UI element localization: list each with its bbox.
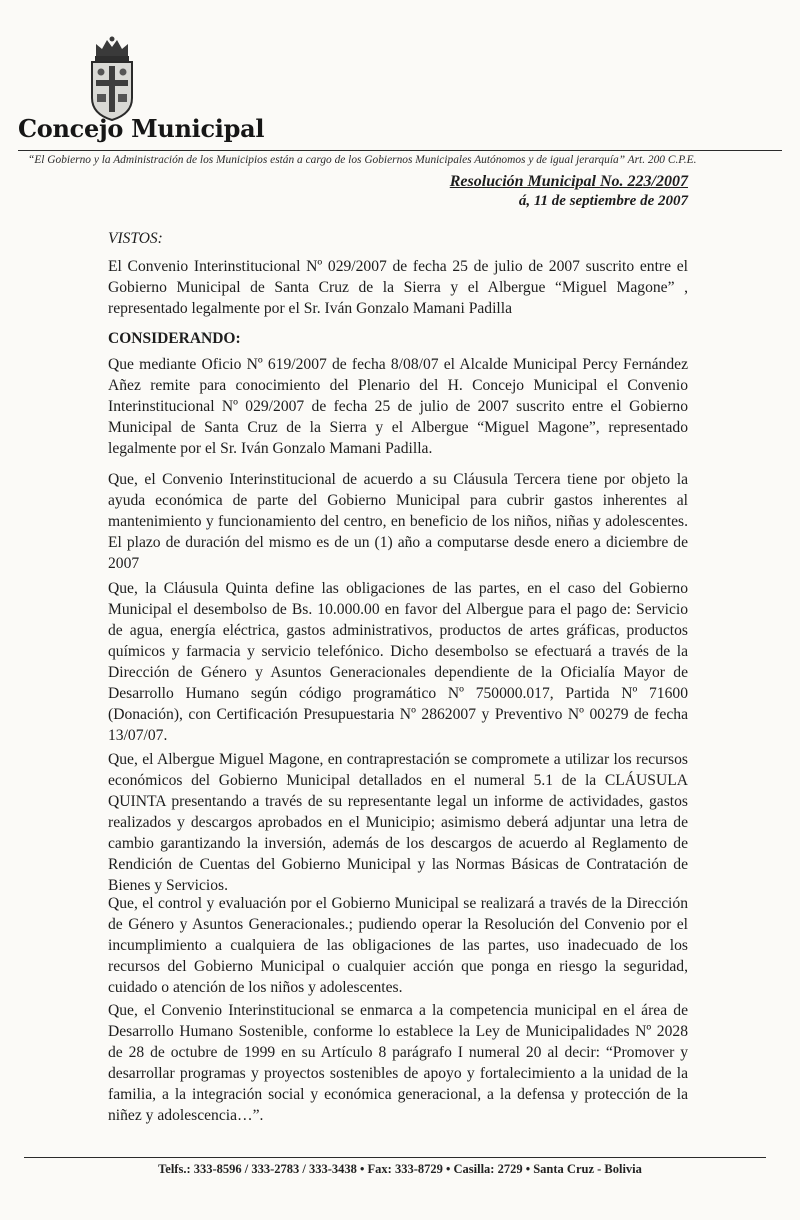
coat-of-arms-icon bbox=[82, 34, 142, 124]
considerando-paragraph-6 bbox=[108, 1000, 688, 1126]
paragraph-text: El Convenio Interinstitucional Nº 029/2007 de fecha 25 de julio de 2007 suscrito entre el Gobierno Municipal de Santa Cruz de la Sierra y el Albergue “Miguel Magone” , representado legalmente por el Sr. Iván Gonzalo Mamani Padilla bbox=[108, 258, 688, 317]
paragraph-text: Que, la Cláusula Quinta define las obligaciones de las partes, en el caso del Gobierno Municipal el desembolso de Bs. 10.000.00 en favor del Albergue para el pago de: Servicio de agua, energía eléctrica, gastos administrativos, productos de artes gráficas, productos químicos y farmacia y servicio telefónico. Dicho desembolso se efectuará a través de la Dirección de Género y Asuntos Generacionales dependiente de la Oficialía Mayor de Desarrollo Humano según código programático Nº 750000.017, Partida Nº 71600 (Donación), con Certificación Presupuestaria Nº 2862007 y Preventivo Nº 00279 de fecha 13/07/07. bbox=[108, 580, 688, 744]
footer-contact: Telfs.: 333-8596 / 333-2783 / 333-3438 • Fax: 333-8729 • Casilla: 2729 • Santa Cruz - Bolivia bbox=[158, 1162, 642, 1176]
resolution-date: á, 11 de septiembre de 2007 bbox=[518, 193, 688, 209]
header-motto: “El Gobierno y la Administración de los Municipios están a cargo de los Gobiernos Municipales Autónomos y de igual jerarquía” Art. 200 C.P.E. bbox=[28, 154, 697, 166]
considerando-paragraph-5 bbox=[108, 893, 688, 998]
footer-divider bbox=[24, 1157, 766, 1158]
paragraph-text: Que, el control y evaluación por el Gobierno Municipal se realizará a través de la Dirección de Género y Asuntos Generacionales.; pudiendo operar la Resolución del Convenio por el incumplimiento a cualquiera de las obligaciones de las partes, uso inadecuado de los recursos del Gobierno Municipal o cualquier acción que ponga en riesgo la seguridad, cuidado o atención de los niños y adolescentes. bbox=[108, 895, 688, 996]
considerando-heading: CONSIDERANDO: bbox=[108, 330, 241, 347]
header-divider bbox=[18, 150, 782, 151]
considerando-paragraph-1 bbox=[108, 354, 688, 459]
vistos-paragraph bbox=[108, 256, 688, 319]
vistos-heading: VISTOS: bbox=[108, 230, 163, 247]
resolution-number: Resolución Municipal No. 223/2007 bbox=[449, 173, 688, 190]
paragraph-text: Que mediante Oficio Nº 619/2007 de fecha 8/08/07 el Alcalde Municipal Percy Fernández Añez remite para conocimiento del Plenario del H. Concejo Municipal el Convenio Interinstitucional Nº 029/2007 de fecha 25 de julio de 2007 suscrito entre el Gobierno Municipal de Santa Cruz de la Sierra y el Albergue “Miguel Magone”, representado legalmente por el Sr. Iván Gonzalo Mamani Padilla. bbox=[108, 356, 688, 457]
paragraph-text: Que, el Albergue Miguel Magone, en contraprestación se compromete a utilizar los recursos económicos del Gobierno Municipal detallados en el numeral 5.1 de la CLÁUSULA QUINTA presentando a través de su representante legal un informe de actividades, gastos realizados y descargos aprobados en el Municipio; asimismo deberá adjuntar una letra de cambio garantizando la inversión, además de los descargos de acuerdo al Reglamento de Rendición de Cuentas del Gobierno Municipal y las Normas Básicas de Contratación de Bienes y Servicios. bbox=[108, 751, 688, 894]
institution-name: Concejo Municipal bbox=[18, 114, 265, 143]
paragraph-text: Que, el Convenio Interinstitucional se enmarca a la competencia municipal en el área de Desarrollo Humano Sostenible, conforme lo establece la Ley de Municipalidades Nº 2028 de 28 de octubre de 1999 en su Artículo 8 parágrafo I numeral 20 al decir: “Promover y desarrollar programas y proyectos sostenibles de apoyo y fortalecimiento a la unidad de la familia, a la integración social y económica generacional, a la defensa y protección de la niñez y adolescencia…”. bbox=[108, 1002, 688, 1124]
considerando-paragraph-2 bbox=[108, 469, 688, 574]
considerando-paragraph-3 bbox=[108, 578, 688, 746]
paragraph-text: Que, el Convenio Interinstitucional de acuerdo a su Cláusula Tercera tiene por objeto la ayuda económica de parte del Gobierno Municipal para cubrir gastos inherentes al mantenimiento y funcionamiento del centro, en beneficio de los niños, niñas y adolescentes. El plazo de duración del mismo es de un (1) año a computarse desde enero a diciembre de 2007 bbox=[108, 471, 688, 572]
considerando-paragraph-4 bbox=[108, 749, 688, 896]
